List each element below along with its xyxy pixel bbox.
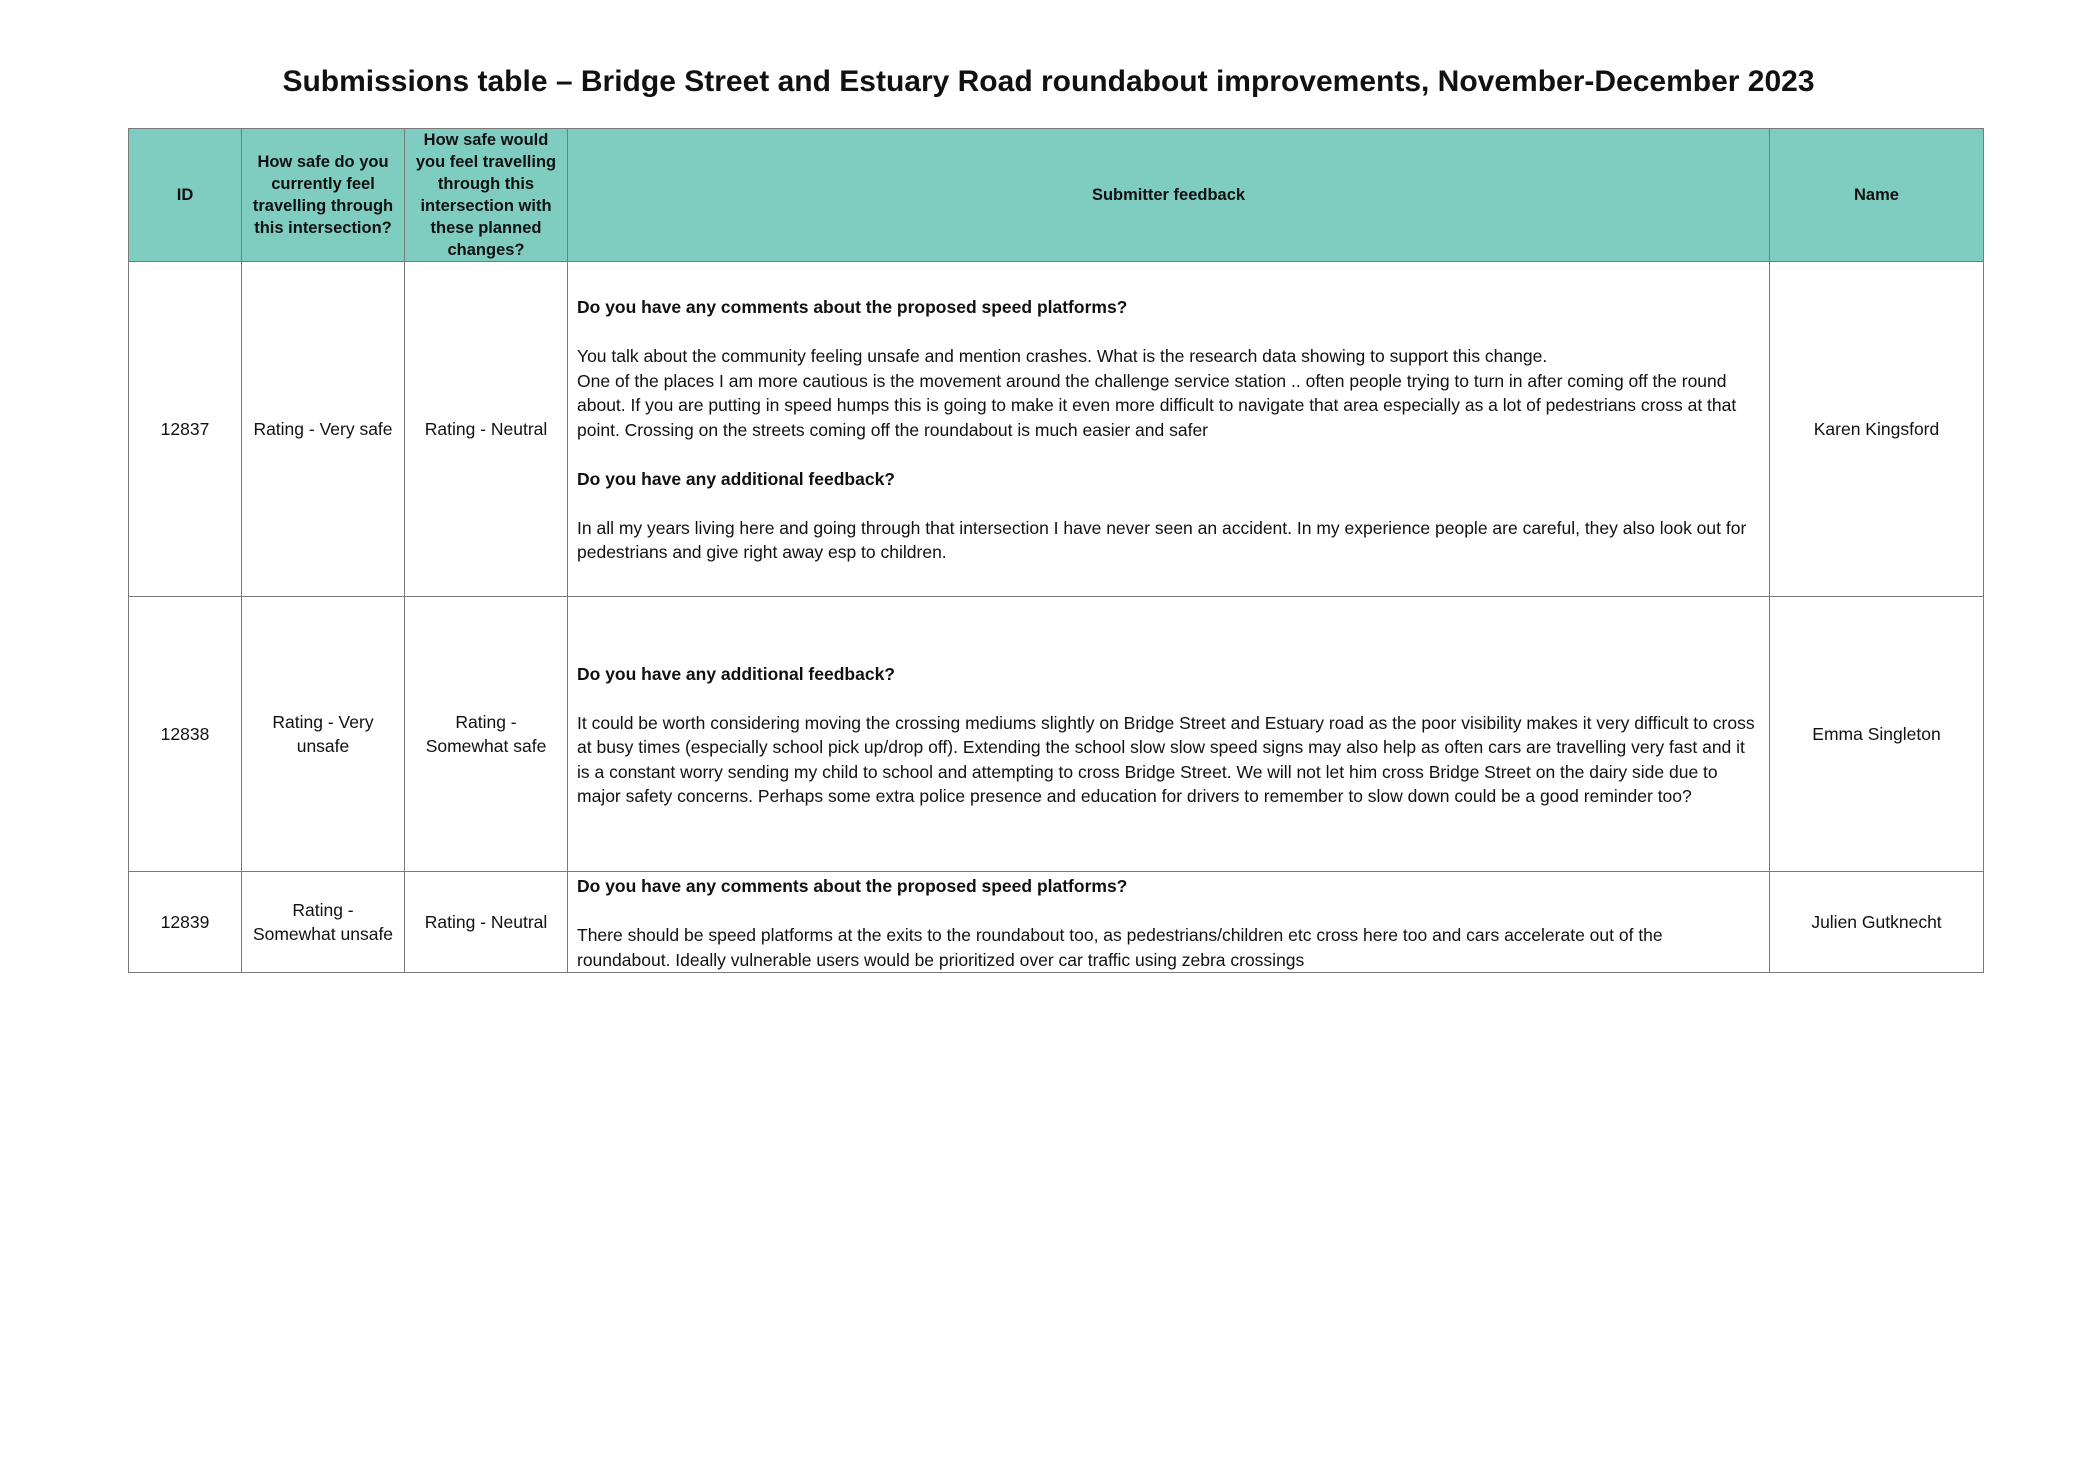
feedback-answer: There should be speed platforms at the exits to the roundabout too, as pedestrians/children etc cross here too and cars accelerate out of the roundabout. Ideally vulnerable users would be prioritized over car traffic using zebra crossings	[577, 925, 1663, 970]
submissions-table	[128, 128, 1984, 973]
feedback-question: Do you have any comments about the proposed speed platforms?	[577, 297, 1128, 318]
current-safety-rating: Rating - Somewhat unsafe	[242, 872, 405, 973]
submitter-name: Julien Gutknecht	[1770, 872, 1984, 973]
feedback-question: Do you have any comments about the proposed speed platforms?	[577, 876, 1128, 896]
header-feedback: Submitter feedback	[568, 129, 1770, 262]
header-id: ID	[129, 129, 242, 262]
header-name: Name	[1770, 129, 1984, 262]
submission-id: 12837	[129, 262, 242, 597]
header-current-safety: How safe do you currently feel travelling through this intersection?	[242, 129, 405, 262]
feedback-answer: One of the places I am more cautious is the movement around the challenge service station .. often people trying to turn in after coming off the round about. If you are putting in speed humps this is going to make it even more difficult to navigate that area especially as a lot of pedestrians cross at that point. Crossing on the streets coming off the roundabout is much easier and safer	[577, 370, 1737, 440]
table-row	[129, 597, 1984, 872]
planned-safety-rating: Rating - Neutral	[405, 262, 568, 597]
table-row	[129, 872, 1984, 973]
feedback-question: Do you have any additional feedback?	[577, 468, 895, 489]
header-row	[129, 129, 1984, 262]
submitter-feedback	[568, 872, 1770, 973]
submission-id: 12838	[129, 597, 242, 872]
table-row	[129, 262, 1984, 597]
submission-id: 12839	[129, 872, 242, 973]
planned-safety-rating: Rating - Neutral	[405, 872, 568, 973]
submitter-name: Karen Kingsford	[1770, 262, 1984, 597]
header-planned-safety: How safe would you feel travelling through this intersection with these planned changes?	[405, 129, 568, 262]
feedback-answer: In all my years living here and going through that intersection I have never seen an accident. In my experience people are careful, they also look out for pedestrians and give right away esp to children.	[577, 517, 1747, 563]
submitter-feedback	[568, 597, 1770, 872]
feedback-answer: You talk about the community feeling unsafe and mention crashes. What is the research data showing to support this change.	[577, 346, 1548, 367]
planned-safety-rating: Rating - Somewhat safe	[405, 597, 568, 872]
page-title: Submissions table – Bridge Street and Estuary Road roundabout improvements, November-December 2023	[282, 65, 1815, 98]
feedback-answer: It could be worth considering moving the crossing mediums slightly on Bridge Street and Estuary road as the poor visibility makes it very difficult to cross at busy times (especially school pick up/drop off). Extending the school slow slow speed signs may also help as often cars are travelling very fast and it is a constant worry sending my child to school and attempting to cross Bridge Street. We will not let him cross Bridge Street on the dairy side due to major safety concerns. Perhaps some extra police presence and education for drivers to remember to slow down could be a good reminder too?	[577, 712, 1755, 806]
current-safety-rating: Rating - Very safe	[242, 262, 405, 597]
current-safety-rating: Rating - Very unsafe	[242, 597, 405, 872]
submitter-feedback	[568, 262, 1770, 597]
submitter-name: Emma Singleton	[1770, 597, 1984, 872]
feedback-question: Do you have any additional feedback?	[577, 663, 895, 684]
